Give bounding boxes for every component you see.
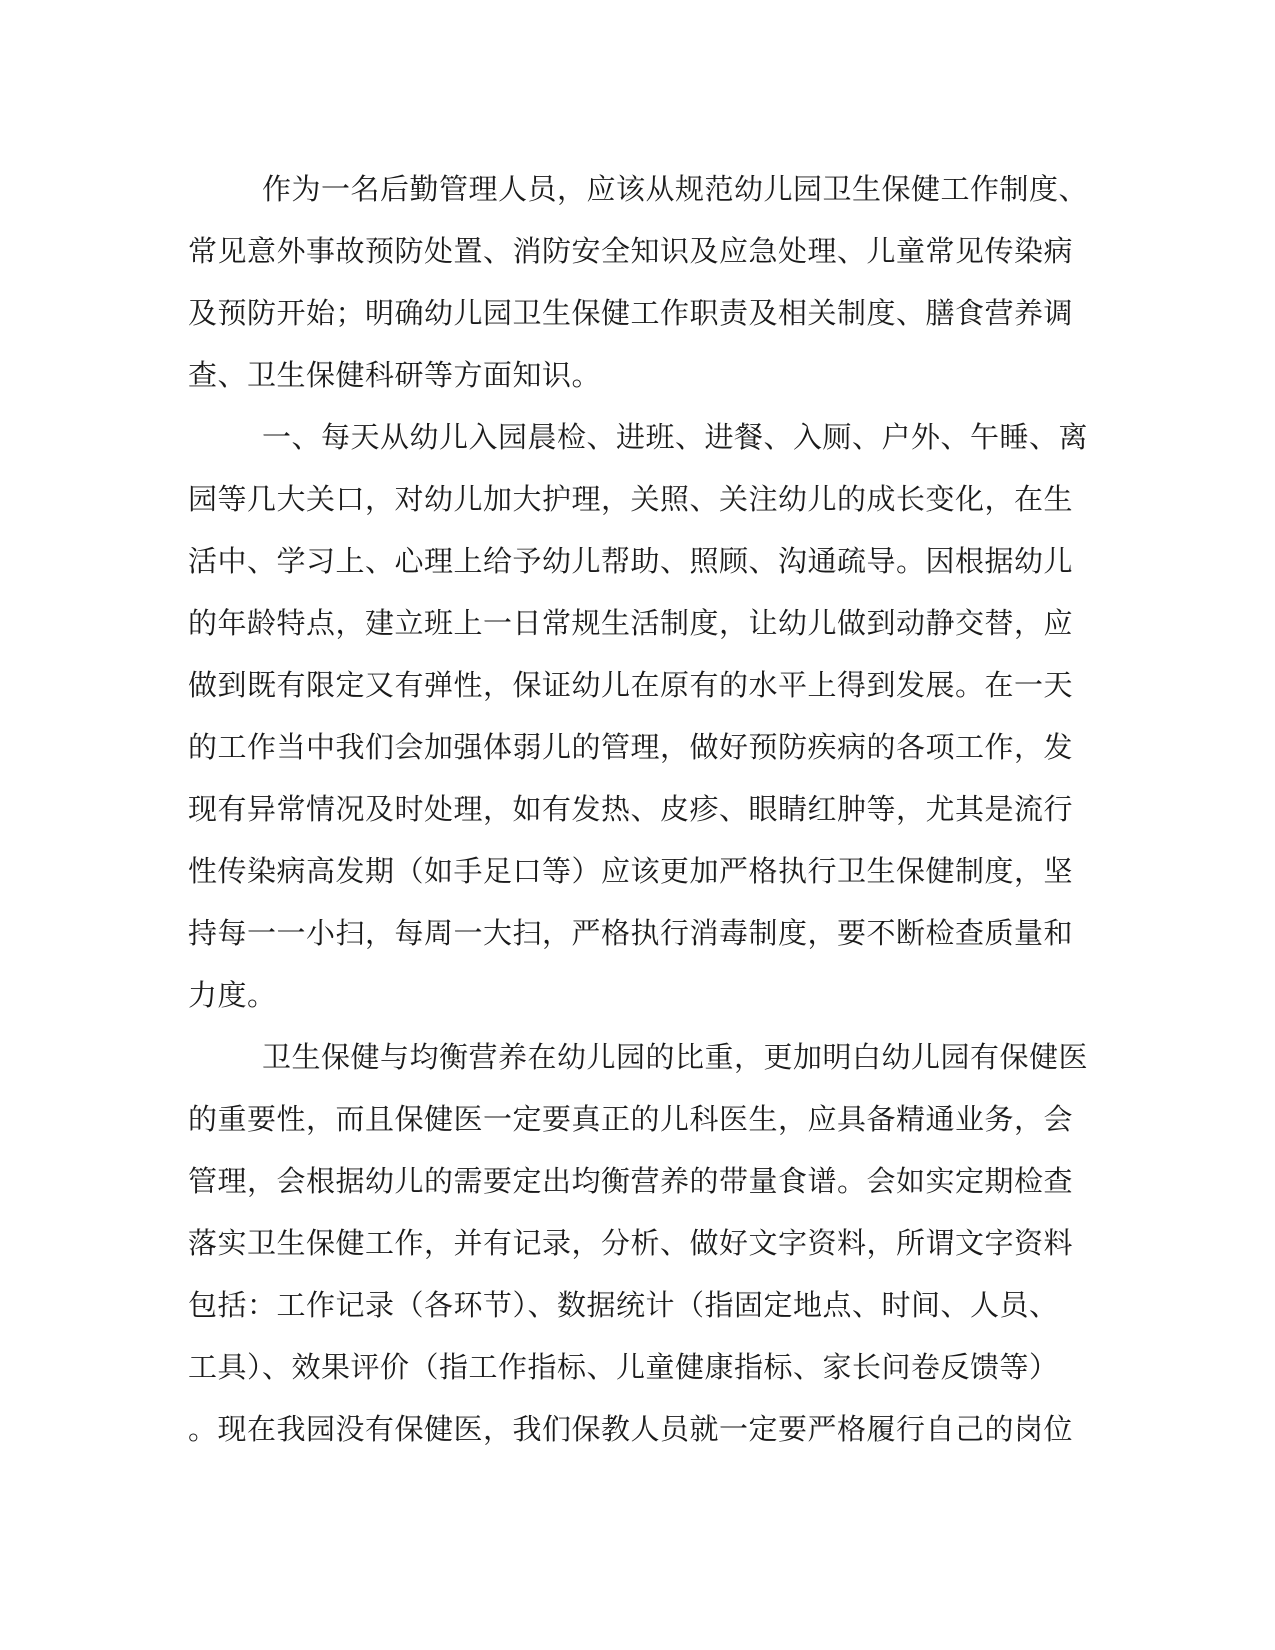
text-line: 作为一名后勤管理人员，应该从规范幼儿园卫生保健工作制度、	[262, 172, 1089, 206]
text-line: 的重要性，而且保健医一定要真正的儿科医生，应具备精通业务，会	[188, 1102, 1074, 1136]
text-line: 常见意外事故预防处置、消防安全知识及应急处理、儿童常见传染病	[188, 234, 1074, 268]
text-line: 一、每天从幼儿入园晨检、进班、进餐、入厕、户外、午睡、离	[262, 420, 1089, 454]
text-line: 工具）、效果评价（指工作指标、儿童健康指标、家长问卷反馈等）	[188, 1350, 1059, 1384]
text-line: 及预防开始；明确幼儿园卫生保健工作职责及相关制度、膳食营养调	[188, 296, 1074, 330]
text-line: 落实卫生保健工作，并有记录，分析、做好文字资料，所谓文字资料	[188, 1226, 1074, 1260]
text-line: 活中、学习上、心理上给予幼儿帮助、照顾、沟通疏导。因根据幼儿	[188, 544, 1074, 578]
text-line: 查、卫生保健科研等方面知识。	[188, 358, 602, 392]
text-line: 做到既有限定又有弹性，保证幼儿在原有的水平上得到发展。在一天	[188, 668, 1074, 702]
text-line: 。现在我园没有保健医，我们保教人员就一定要严格履行自己的岗位	[188, 1412, 1074, 1446]
paragraph-intro	[188, 158, 1089, 406]
text-line: 园等几大关口，对幼儿加大护理，关照、关注幼儿的成长变化，在生	[188, 482, 1074, 516]
text-line: 管理，会根据幼儿的需要定出均衡营养的带量食谱。会如实定期检查	[188, 1164, 1074, 1198]
text-line: 持每一一小扫，每周一大扫，严格执行消毒制度，要不断检查质量和	[188, 916, 1074, 950]
text-line: 的年龄特点，建立班上一日常规生活制度，让幼儿做到动静交替，应	[188, 606, 1074, 640]
text-line: 现有异常情况及时处理，如有发热、皮疹、眼睛红肿等，尤其是流行	[188, 792, 1074, 826]
document-body	[188, 158, 1089, 1460]
text-line: 性传染病高发期（如手足口等）应该更加严格执行卫生保健制度，坚	[188, 854, 1074, 888]
text-line: 力度。	[188, 978, 277, 1012]
text-line: 卫生保健与均衡营养在幼儿园的比重，更加明白幼儿园有保健医	[262, 1040, 1089, 1074]
paragraph-daily-care	[188, 406, 1089, 1026]
paragraph-nutrition	[188, 1026, 1089, 1460]
text-line: 包括：工作记录（各环节）、数据统计（指固定地点、时间、人员、	[188, 1288, 1059, 1322]
text-line: 的工作当中我们会加强体弱儿的管理，做好预防疾病的各项工作，发	[188, 730, 1074, 764]
